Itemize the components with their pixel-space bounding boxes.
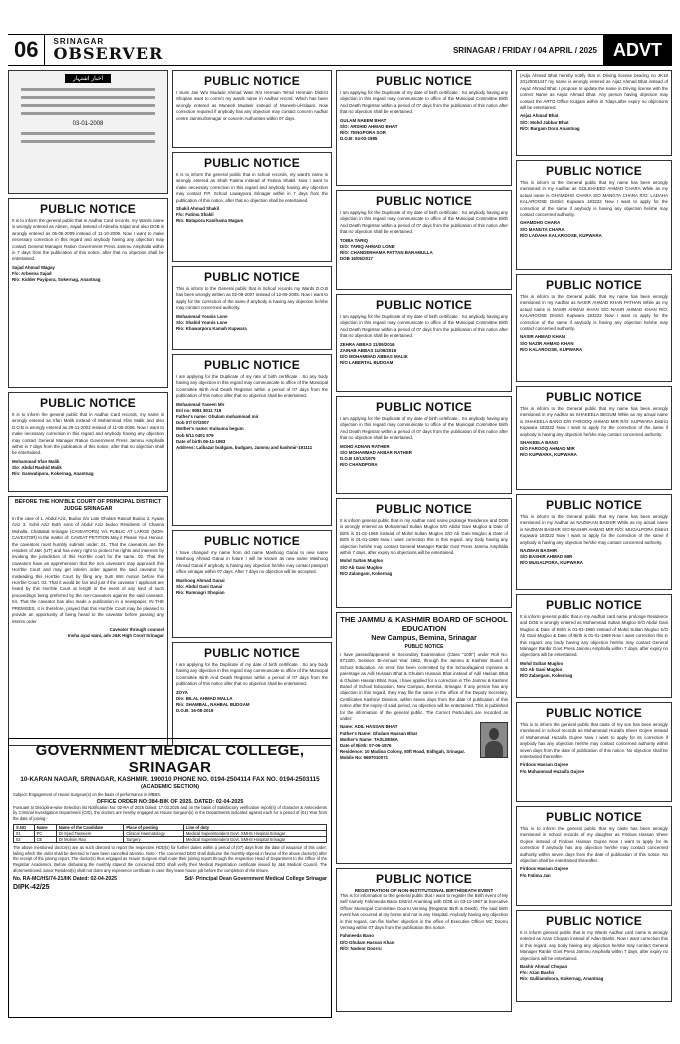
table-header: Line of duty — [183, 824, 326, 830]
sig-line: R/o: Khawarpora Kamah Kupwara — [176, 326, 247, 332]
notice-card — [516, 702, 672, 802]
sig-line: R/O: TENGPORA SOR — [340, 130, 386, 136]
notice-title: PUBLIC NOTICE — [546, 810, 642, 824]
text-line — [21, 132, 155, 135]
sig-line: F/o: Fatima Shakil — [176, 212, 214, 218]
sig-line: S/o: Abdul Rashid Malik — [12, 465, 62, 471]
notice-card — [172, 152, 332, 262]
notice-card — [172, 530, 332, 638]
sig-line: Firdous Hassan Gujree — [520, 762, 569, 768]
notice-signature — [520, 866, 668, 878]
notice-title: PUBLIC NOTICE — [40, 202, 136, 216]
notice-title: PUBLIC NOTICE — [204, 74, 300, 88]
text-line — [21, 112, 155, 115]
table-row — [14, 836, 327, 842]
notice-card — [336, 190, 512, 290]
notice-title: PUBLIC NOTICE — [376, 194, 472, 208]
applicant-photo — [480, 722, 508, 758]
notice-title: PUBLIC NOTICE — [376, 872, 472, 886]
notice-signature — [176, 314, 328, 333]
table-header: S.NO — [14, 824, 35, 830]
notice-card — [516, 386, 672, 490]
notice-card — [336, 396, 512, 494]
table-cell: Clinical Haematology — [124, 830, 184, 836]
sig-line: NASIR AHMAD KHAN — [520, 334, 565, 340]
notice-card — [172, 642, 332, 746]
sig-line: R/o: Batapora Kanihama Magam — [176, 218, 244, 224]
notice-signature — [340, 933, 508, 952]
sig-line: ZAINAB ABBAS 11/09/2016 — [340, 347, 397, 353]
sig-line: Name: ADIL HASSAN BHAT — [340, 724, 398, 730]
sig-line: Bashir Ahmad Chopan — [520, 964, 568, 970]
sig-line: Insha ayaz wani, adv J&K High Court Srinagar — [67, 633, 164, 639]
sig-line: D/O Ghulam Hassan Khan — [340, 939, 395, 945]
notice-body: (Adjo Ahmad Bhat hereby notify that in Driving license bearing no JK18 20120001447 my name is wrongly entered as Aijaz Ahmad Bhat instead of Aejaz Ahmad Bhat. I propose to update the name in Driving license with the correct Name as Aejaz Ahmad Bhat. Any person having objection may contact the ARTO Office Kulgam within in 7days,after expiry no objections will be entertained. — [520, 73, 668, 111]
notice-card — [516, 274, 672, 382]
notice-card — [516, 910, 672, 1002]
text-line — [21, 104, 155, 107]
sig-line: NAZMAN BASHIR — [520, 548, 558, 554]
sig-line: S/O: ARSHID AHMAD BHAT — [340, 123, 398, 129]
sig-line: R/O Zalangam, Kokernag — [520, 673, 573, 679]
sig-line: ZOYA — [176, 689, 188, 695]
sig-line: R/o: Ganwatipora, Kokernag, Anantnag — [12, 471, 94, 477]
notice-title: PUBLIC NOTICE — [204, 358, 300, 372]
notice-body: I am applying for the Duplicate of my date of birth certificate . So anybody having any objection in this regard may communicate to office of the Municipal Committee Birth And Death Registrar within a period of 07 days from the publication of this notice after that no objection shall be entertained. — [340, 314, 508, 339]
urdu-notice — [8, 70, 168, 194]
sig-line: F/o Muhammad Huzaifa Gujree — [520, 768, 585, 774]
notice-signature — [12, 265, 164, 284]
notice-card — [516, 70, 672, 156]
sig-line: R/O: Nadoor Doorru — [340, 945, 382, 951]
notice-body: I am applying for the Duplicate of my rate of birth certificate . So any body having any objection in this regard may communicate to office of the Municipal Committee Birth And Death Registrar within a period of 07 days from the publication of this notice after that no objection shall be entertained. — [176, 374, 328, 399]
sig-line: DOB 15/05/2017 — [340, 256, 373, 262]
logo-big: OBSERVER — [53, 44, 164, 63]
notice-title: PUBLIC NOTICE — [546, 914, 642, 928]
notice-signature — [520, 113, 668, 132]
table-header: Name — [34, 824, 56, 830]
sig-line: Mohd Sultan Mugloo — [520, 660, 564, 666]
sig-line: Dob 07/ 07/2007 — [176, 420, 209, 426]
gmc-section: (ACADEMIC SECTION) — [140, 784, 200, 790]
gmc-body-2: The above mentioned doctor(s) are as such directed to report the respective HOD(s) for further duties within a period of (07) days from the date of issuance of this order; failing which the order shall be deemed to have been cancelled ab-initio. Note:- The concerned DDO shall disburse the monthly stipend in favour of the above doctor(s) after the receipt of the joining report. The doctor(s) thus engaged as House Surgeon shall route their joining report through the respective Head of Department to the Office of the Registrar Academics. Before disbursing the monthly stipend the concerned DDO shall verify their Medical Registration certificate issued by J&K Medical Council. The aforementioned Junior Resident(s) shall not claim any experience certificate in case they leave house job before the completion of the tenure. — [13, 844, 327, 873]
notice-card — [172, 70, 332, 148]
sig-line: Enl no: 8051 8011 719 — [176, 407, 222, 413]
table-cell: PC — [34, 830, 56, 836]
table-cell: Medical Superintendent Govt. SMHS Hospital Srinagar — [183, 836, 326, 842]
sig-line: S/O: Mohd Jabbar Bhat — [520, 119, 569, 125]
notice-card — [336, 70, 512, 186]
sig-line: Mashoog Ahmad Ganai — [176, 577, 225, 583]
notice-signature — [340, 342, 508, 367]
notice-signature — [176, 402, 328, 452]
notice-subtitle: REGISTRATION OF NON-INSTITUTIONAL BIRTH/DEATH EVENT — [354, 888, 494, 893]
sig-line: Date of Birth: 07-06-1976 — [340, 743, 392, 749]
sig-line: Dob 5/11 0401 979 — [176, 432, 214, 438]
sig-line: S/O NAZIR AHMAD KHAN — [520, 340, 574, 346]
notice-body: This is to inform the general public that caste of my son has been wrongly mentioned in school records as Mohammad Huzaifa Sheer Gojree instead of Mohammad Huzaifa Gujree Now I want to apply for its correction if anybody has any objection he/she may contact concerned authority within seven days from the date of publication of this notice. No objection shall be entertained thereafter. — [520, 722, 668, 760]
sig-line: S/O MANGTA CHARA — [520, 226, 565, 232]
sig-line: D/O: TARIQ AHMAD LONE — [340, 243, 395, 249]
sig-line: R/O MUGALPORA, KUPWARA — [520, 560, 583, 566]
jk-board-place: New Campus, Bemina, Srinagar — [371, 635, 477, 642]
sig-line: R/O: CHANDERHAMA PATTAN BARAMULLA — [340, 250, 433, 256]
sig-line: Residence: 10 Madina Colony, 50ft Road, Eidhgah, Srinagar. — [340, 749, 466, 755]
sig-line: D/O MOHAMMAD ABBAS MALIK — [340, 354, 408, 360]
sig-line: Mother's Name: TASLEEMA — [340, 736, 398, 742]
sig-line: R/o: Gulilamdoora, Kokernag, Anantnag — [520, 976, 604, 982]
notice-title: PUBLIC NOTICE — [376, 400, 472, 414]
table-cell: 01 — [14, 830, 35, 836]
notice-title: PUBLIC NOTICE — [546, 498, 642, 512]
sig-line: R/O LABERTAL BUDGAM — [340, 360, 394, 366]
table-header: Name of the Candidate — [56, 824, 124, 830]
gmc-title: GOVERNMENT MEDICAL COLLEGE, SRINAGAR — [35, 742, 305, 776]
notice-title: PUBLIC NOTICE — [376, 502, 472, 516]
notice-signature — [520, 334, 668, 353]
sig-line: Firdous Hassan Gujree — [520, 866, 569, 872]
gmc-order-no: OFFICE ORDER NO:384-BIK OF 2025. DATED: 02-04-2025 — [96, 798, 244, 805]
sig-line: TOIBA TARIQ — [340, 237, 368, 243]
notice-title: PUBLIC NOTICE — [40, 396, 136, 410]
notice-card — [336, 498, 512, 608]
sig-line: F/o Fatima Jan — [520, 872, 551, 878]
notice-signature — [12, 459, 164, 478]
notice-body: This is to inform the general public that my caste has been wrongly mentioned in school records of my daughter as Firdous Hassan Sheer Gojree instead of Firdous Hassan Gujree Now I want to apply for its correction if anybody has any objection he/she may contact concerned authority within seven days from the date of publication of this notice. No objection shall be entertained thereafter. — [520, 826, 668, 864]
table-cell: Medical Superintendent Govt. SMHS Hospital Srinagar — [183, 830, 326, 836]
sig-line: D.O.B 10/12/1979 — [340, 456, 376, 462]
masthead — [8, 34, 672, 66]
newspaper-logo — [53, 38, 163, 62]
sig-line: Mother's name: Kulsuma begum — [176, 426, 244, 432]
notice-signature — [520, 440, 668, 459]
sig-line: Mohd Sultan Mugloo — [340, 558, 384, 564]
notice-body: I Sumi Jan W/o Mudasir Ahmad Wani R/o Hermain Tehsil Hermain District Shopian want to correct my wards name in Aadhar record. Which has been wrongly entered as Muneeb Mudasir instead of Muneeb-ul-Islaam. Now correction required if anybody has any objection may contact concern Aadhar centre Jammu/Srinagar or concern Authorities within 07 days. — [176, 90, 328, 121]
notice-body: It is inform general public that in my Aadhar card name prolonge Residence and DOB is wrongly entered as Mohammad Sultan Mugloo S/O Abdul Gani Mugloo & Date of Birth is 01-01-1960 instead of Mohd Sultan Mugloo S/O Ab Gani Mugloo & Date of Birth is 01-01-1959 Now I want correction this in this regard. any body having any objection he/she may contact General Manager Ranbir Govt Press Jammu Amphalla within 7 days, after expiry no objections will be entertained. — [520, 614, 668, 658]
notice-card — [516, 494, 672, 590]
page-number: 06 — [8, 35, 45, 65]
notice-title: PUBLIC NOTICE — [204, 534, 300, 548]
notice-card — [516, 160, 672, 270]
jk-body: I have passed/appeared in Secondary Examination (Class "10th") under Roll No. 871320, Session: Bi-Annual Year 1982, through the Jammu & Kashmir Board of School Education. An error has been committed by the School/against myname & parentage as Adil Hussain Bhat & Ghulam Hussain Bhat instead of Adil Hassan Bhat & Ghulam Hassan Bhat. Now, I have applied for a correction in The Jammu & Kashmir Board of School Education, New Campus, Bemina, Srinagar. If any person has any objection in this regard, they may file the same in the office of the Deputy Secretary, Certificates Kashmir Division, within seven days from the date of publication of this notice after the expiry of said period, no objection will be entertained. This is published for the information of the general public. The Correct Particulars are recorded as under: — [340, 652, 508, 722]
notice-card — [516, 806, 672, 906]
notice-signature — [340, 238, 508, 263]
table-cell: Surgery — [124, 836, 184, 842]
sig-line: R/O LADAHA KALAROOSE, KUPWARA — [520, 232, 602, 238]
sig-line: R/O Zalangam, Kokernag — [340, 570, 393, 576]
table-cell: Dr Syed Tasneem — [56, 830, 124, 836]
court-caveat-notice — [8, 496, 168, 746]
notice-signature — [520, 964, 668, 983]
court-signature — [12, 627, 164, 639]
notice-signature — [176, 206, 328, 225]
table-cell: Dr Mohsin Rao — [56, 836, 124, 842]
notice-body: I am applying for the Duplicate of my date of birth certificate . So any body having any objection in this regard may communicate to office of the Municipal Committee Birth And Death Registrar within a period of 07 days from the publication of this notice after that no objection shall be entertained. — [176, 662, 328, 687]
sig-line: R/o: Ramnagri Shopian — [176, 590, 225, 596]
notice-card — [8, 198, 168, 388]
notice-body: This is inform to the General public that my name has been wrongly mentioned in my Aadhar as NAZMAAN BASHIR While as my actual name is NAZMAN BASHIR S/O BASHIR AHMAD MIR R/O: MUGALPORA District Kupwara 193222 Now I want to apply for the correction of the same if anybody is having any objection he/she may contact concerned authority. — [520, 514, 668, 545]
notice-signature — [176, 690, 328, 715]
sig-line: S/O BASHIR AHMAD MIR — [520, 554, 573, 560]
sig-line: Date of birth 06-11-1993 — [176, 438, 226, 444]
sig-line: Mohammad Younis Lone — [176, 313, 228, 319]
sig-line: Aejaz Ahmad Bhat — [520, 113, 559, 119]
sig-line: Father's Name: Ghulam Hassan Bhat — [340, 730, 417, 736]
sig-line: S/O Ab Gani Mugloo — [520, 667, 563, 673]
notice-title: PUBLIC NOTICE — [546, 390, 642, 404]
dateline: SRINAGAR / FRIDAY / 04 APRIL / 2025 — [452, 45, 597, 55]
sig-line: R/o: SHAMBAL, NAHBAL BUDGAM — [176, 702, 250, 708]
gmc-ref: No. RA-MC/HS/74-21/IIK Dated: 02-04-2025 — [13, 876, 118, 883]
sig-line: SHAKEELA BANO — [520, 440, 559, 446]
sig-line: Address: Lalbazar budgam, budgam, Jammu and kashmir-191111 — [176, 445, 313, 451]
notice-title: PUBLIC NOTICE — [204, 156, 300, 170]
notice-card — [172, 266, 332, 350]
gmc-table — [13, 824, 327, 843]
notice-body: This is for information to the general public that I want to register the Birth event of My Self namely Fahmeeda Bano District Anantnag with DOB on 03-11-1967 at Executive Officer Municipal Committee Doorru Verinag (Registrar Birth & Death). The said Birth event has occurred at my home and not in any Hospital. Anybody having any objection in this regard, can file his/her objection in the office of Executive Officer MC Doorru Verinag within 07 days from the publication this notice. — [340, 893, 508, 931]
notice-title: PUBLIC NOTICE — [204, 646, 300, 660]
table-cell: 02 — [14, 836, 35, 842]
gmc-signer: Sd/- Principal Dean Government Medical College Srinagar — [184, 876, 327, 883]
notice-body: I am applying for the Duplicate of my date of birth certificate . So anybody having any objection in this regard may communicate to office of the Municipal Committee Birth And Death Registrar within a period of 07 days from the publication of this notice after that no objection shall be entertained. — [340, 90, 508, 115]
court-title: BEFORE THE HON'BLE COURT OF PRINCIPAL DISTRICT JUDGE SRINAGAR — [14, 499, 162, 512]
sig-line: Fahmeeda Bano — [340, 933, 374, 939]
notice-signature — [520, 661, 668, 680]
section-label: ADVT — [603, 35, 672, 65]
notice-signature — [520, 548, 668, 567]
sig-line: R/O: Bargam Doru Anantnag — [520, 125, 580, 131]
sig-line: D.O.B: 16-08-2019 — [176, 708, 214, 714]
notice-card — [172, 354, 332, 526]
dipk-code: DIPK-42/25 — [13, 884, 50, 892]
notice-card — [516, 594, 672, 698]
text-line — [21, 96, 155, 99]
sig-line: D/o: BILAL AHMAD MALLA — [176, 695, 233, 701]
notice-title: PUBLIC NOTICE — [376, 74, 472, 88]
court-body: In the case of 1. Abdul Aziz, Budoo S/o Late Ghulam Rasool Budoo 2. Ayaan Aziz 3. Sohil Aziz Both sons of Abdul Aziz budoo Residents of Channa Mohalla, Chattabal Srinagar (CAVEATORS) V/s PUBLIC AT LARGE (NON-CAVEATOR) In the matter of: CAVEAT PETITION May it Please Your Honour, the caveators most humbly submits under: 01. That the caveators are the resident of J&K (UT) and has every right to protect his rights and interests by invoking the jurisdiction of this Hon'ble court for the same. 02. That the caveators have an apprehension that the non caveators may approach this Hon'ble Court and may get interim order against the said caveator by misleading this Hon'ble Court by filing any Suit/ Writ motion before this Hon'ble Court. 03. That it would be fair and just if the caveator / applicant are heard by this Hon'ble Court at length in the event of any kind of such proceedings being preferred by the non-caveators against the said caveator. 04. That the caveator has also made a publication in a newspaper. IN THE PREMISES, it is therefore, prayed that this Hon'ble Court may be pleased to provide an opportunity of being heard to the caveator before passing any interim order. — [12, 516, 164, 624]
sig-line: Shakil Ahmad Shakil — [176, 206, 220, 212]
gmc-office-order — [8, 738, 332, 1018]
jk-board-title: THE JAMMU & KASHMIR BOARD OF SCHOOL EDUCATION — [340, 615, 508, 633]
sig-line: S/o: Shahid Younis Lone — [176, 319, 228, 325]
sig-line: GHAMDHO CHARA — [520, 220, 561, 226]
sig-line: Sajad Ahmad Wagay — [12, 264, 55, 270]
sig-line: F/o: Azan Bashir — [520, 970, 555, 976]
sig-line: D/O FAROOQ AHMAD MIR — [520, 446, 575, 452]
sig-line: S/O MOHAMMAD AKBAR RATHER — [340, 449, 412, 455]
sig-line: Caveator through counsel — [109, 626, 164, 632]
sig-line: R/o: Kidder Payipora, Sokernag, Anantnag — [12, 277, 101, 283]
notice-signature — [340, 118, 508, 143]
table-header: Place of posting — [124, 824, 184, 830]
jkbose-notice — [336, 612, 512, 864]
notice-body: It is to inform the general public that in Aadhar Card records, my Wards name is wrongly entered as Abeen, Sajad instead of Abeeba Sajad and also DOB is wrongly entered as 05-05-2009 instead of 11-10-2009. Now I want to make necessary correction in this regard and anybody having any objection may contact General Manager Ration Government Press Jammu Amphalla within in 7 days from the publication of this notice, after that no objection shall be entertained. — [12, 218, 164, 262]
text-line — [21, 140, 155, 143]
notice-title: PUBLIC NOTICE — [546, 598, 642, 612]
urdu-date: 03-01-2008 — [72, 121, 104, 127]
notice-signature — [520, 762, 668, 774]
sig-line: S/O Ab Gani Mugloo — [340, 564, 383, 570]
column-3 — [336, 70, 512, 1016]
notice-signature — [520, 220, 668, 239]
notice-signature — [340, 558, 508, 577]
notice-title: PUBLIC NOTICE — [546, 706, 642, 720]
notice-body: This is inform to the General public that in School records my Wards D.O.B has been wrongly written as 02-09-2007 instead of 12-09-2005. Now I want to apply for the correction of the same if anybody is having any objection he/she may contact concerned authority. — [176, 286, 328, 311]
column-2 — [172, 70, 332, 750]
jk-sub: PUBLIC NOTICE — [404, 644, 444, 650]
sig-line: Mohammad Yaseen Mir — [176, 401, 225, 407]
logo-small: SRINAGAR — [53, 37, 105, 46]
notice-body: This is inform to the General public that my name has been wrongly mentioned in my Aadhar as SHAKEELA BEGUM While as my actual name is SHAKEELA BANO D/O FAROOQ AHMAD MIR R/O: KUPWARA District Kupwara 193222 Now I want to apply for the correction of the same if anybody is having any objection he/she may contact concerned authority. — [520, 406, 668, 437]
notice-card — [8, 392, 168, 492]
notice-body: It is to inform the general public that in school records, my ward's name is wrongly entered as Shah Fatima instead of Fatima Shakil. Now I want to make necessary correction in this regard and anybody having any objection may contact P.P. School Lawaypora Srinagar within in 7 days from the publication of this notice, after that no objection shall be entertained. — [176, 172, 328, 203]
sig-line: R/O KUPWARA, KUPWARA — [520, 452, 577, 458]
sig-line: F/o: Arbeena Sajad — [12, 271, 52, 277]
sig-line: Father's name: Ghulam mohammad mir — [176, 414, 259, 420]
sig-line: R/O CHANDPORA — [340, 462, 378, 468]
notice-title: PUBLIC NOTICE — [546, 164, 642, 178]
notice-body: It is to inform the general public that in Aadhar Card records, my name is wrongly entered as Irfan Malik instead of Mohammad Irfan Malik and also D.O.B is wrongly entered as 29-11-2003 instead of 11-05-2006. Now I want to make necessary correction in this regard and anybody having any objection may contact General Manager Ration Government Press Jammu Amphalla within in 7 days from the publication of this notice, after that no objection shall be entertained. — [12, 412, 164, 456]
sig-line: R/O KALAROOSE, KUPWARA — [520, 346, 583, 352]
sig-line: S/o: Abdul Gani Ganai — [176, 583, 223, 589]
notice-title: PUBLIC NOTICE — [546, 278, 642, 292]
column-1 — [8, 70, 168, 750]
notice-signature — [176, 578, 328, 597]
sig-line: Mohammad Irfan Malik — [12, 458, 60, 464]
notice-card — [336, 868, 512, 1012]
notice-body: This is inform to the General public that my name has been wrongly mentioned in my Aadhar as GULSHAEED AHMAD CHARA While as my actual name is GHAMDHO CHARA S/O MANGTA CHARA R/O: LADAHA KALAROOSE District Kupwara 193222 Now I want to apply for the correction of the same if anybody is having any objection he/she may contact concerned authority. — [520, 180, 668, 218]
notice-body: It is inform general public that in my Wards Aadhar card name is wrongly entered as Azan Chopan instead of Adan Bashir, Now I want correction this in this regard. any body having any objection he/she may contact General Manager Ranbir Govt Press Jammu Amphalla within 7 days, after expiry no objections will be entertained. — [520, 930, 668, 961]
notice-body: It is inform general public that in my Aadhar card name prolonge Residence and DOB is wrongly entered as Mohammad Sultan Mugloo S/O Abdul Gani Mugloo & Date of Birth is 01-01-1960 instead of Mohd Sultan Mugloo S/O Ab Gani Mugloo & Date of Birth is 01-01-1959 Now I want correction this in this regard. any body having any objection he/she may contact General Manager Ranbir Govt Press Jammu Amphalla within 7 days, after expiry no objections will be entertained. — [340, 518, 508, 556]
sig-line: ZEHRA ABBAS 11/09/2016 — [340, 341, 395, 347]
sig-line: MOHD ADNAN RATHER — [340, 443, 390, 449]
urdu-title: اخبار اشتہار — [65, 74, 111, 83]
notice-title: PUBLIC NOTICE — [204, 270, 300, 284]
gmc-footer — [13, 876, 327, 882]
text-line — [21, 88, 155, 91]
sig-line: D.O.B: 04-03-1985 — [340, 136, 378, 142]
notice-body: I am applying for the Duplicate of my date of birth certificate . So anybody having any objection in this regard may communicate to office of the Municipal Committee Birth And Death Registrar within a period of 07 days from the publication of this notice after that no objection shall be entertained. — [340, 210, 508, 235]
notice-body: I have changed my name from old name Mashoog Ganai to new name Mashoog Ahmad Ganai in future I will be known as new name Mashoog Ahmad Ganai if anybody is having any objection he/she may contact passport office srinagar within 07 days. After 7 days no objection will be accepted. — [176, 550, 328, 575]
notice-card — [336, 294, 512, 392]
notice-title: PUBLIC NOTICE — [376, 298, 472, 312]
notice-signature — [340, 444, 508, 469]
sig-line: GULAM NAEEM BHAT — [340, 117, 387, 123]
notice-body: I am applying for the Duplicate of my date of birth certificate . So anybody having any objection in this regard may communicate to office of the Municipal Committee Birth And Death Registrar within a period of 07 days from the publication of this notice after that no objection shall be entertained. — [340, 416, 508, 441]
column-4 — [516, 70, 672, 1006]
gmc-subject: Subject: Engagement of House Surgeon(s) on the basis of performance in MBBS. — [13, 792, 162, 797]
gmc-address: 10-KARAN NAGAR, SRINAGAR, KASHMIR. 190010 PHONE NO. 0194-2504114 FAX NO. 0194-2503115 — [20, 776, 320, 783]
notice-body: This is inform to the General public that my name has been wrongly mentioned in my Aadhar as NASIR AHMAD KHAN PATHAN While as my actual name is NASIR AHMAD KHAN S/O NASIR AHMAD KHAN R/O: KALAROOSE District Kupwara 193222 Now I want to apply for the correction of the same if anybody is having any objection he/she may contact concerned authority. — [520, 294, 668, 332]
gmc-body-1: Pursuant to Discipline-wise Selection list Notification No: 02-RA of 2025 Dated: 17.03.2025 and on the basis of Satisfactory verification report(s) of character & Antecedents by Criminal Investigation Department (CID), the doctors are hereby engaged as House Surgeon(s) in the Departments indicated against each for a period of (01) Year from the date of joining:- — [13, 804, 327, 822]
table-cell: CE — [34, 836, 56, 842]
sig-line: Mobile No: 9697010071 — [340, 755, 389, 761]
